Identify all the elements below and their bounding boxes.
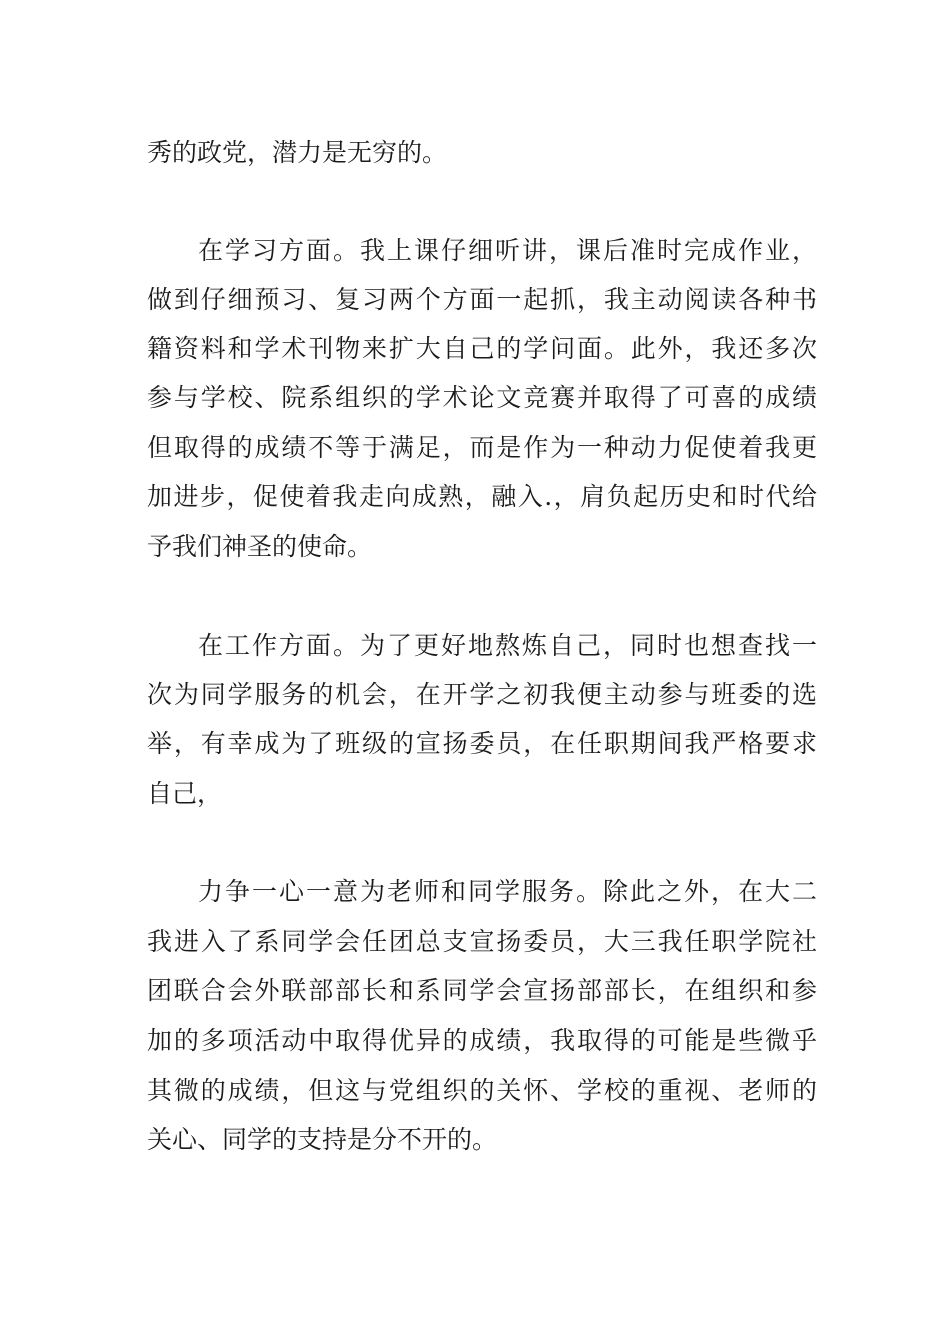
paragraph-4-line-5: 其微的成绩，但这与党组织的关怀、学校的重视、老师的: [147, 1076, 817, 1105]
paragraph-3-line-1: 在工作方面。为了更好地熬炼自己，同时也想查找一: [198, 631, 817, 660]
paragraph-2-line-7: 予我们神圣的使命。: [147, 532, 373, 561]
paragraph-4-line-2: 我进入了系同学会任团总支宣扬委员，大三我任职学院社: [147, 927, 817, 956]
paragraph-2-line-1: 在学习方面。我上课仔细听讲，课后准时完成作业，: [198, 236, 817, 265]
paragraph-2-line-4: 参与学校、院系组织的学术论文竞赛并取得了可喜的成绩: [147, 383, 817, 412]
paragraph-4-line-4: 加的多项活动中取得优异的成绩，我取得的可能是些微乎: [147, 1026, 817, 1055]
paragraph-2-line-2: 做到仔细预习、复习两个方面一起抓，我主动阅读各种书: [147, 285, 817, 314]
paragraph-2-line-6: 加进步，促使着我走向成熟，融入.，肩负起历史和时代给: [147, 482, 817, 511]
paragraph-3-line-4: 自己，: [147, 779, 223, 808]
paragraph-4-line-1: 力争一心一意为老师和同学服务。除此之外，在大二: [198, 877, 817, 906]
paragraph-4-line-6: 关心、同学的支持是分不开的。: [147, 1125, 498, 1154]
paragraph-3-line-3: 举，有幸成为了班级的宣扬委员，在任职期间我严格要求: [147, 729, 817, 758]
paragraph-2-line-5: 但取得的成绩不等于满足，而是作为一种动力促使着我更: [147, 433, 817, 462]
paragraph-2-line-3: 籍资料和学术刊物来扩大自己的学问面。此外，我还多次: [147, 334, 817, 363]
paragraph-1-line-1: 秀的政党，潜力是无穷的。: [147, 138, 448, 167]
paragraph-4-line-3: 团联合会外联部部长和系同学会宣扬部部长，在组织和参: [147, 976, 817, 1005]
paragraph-3-line-2: 次为同学服务的机会，在开学之初我便主动参与班委的选: [147, 680, 817, 709]
